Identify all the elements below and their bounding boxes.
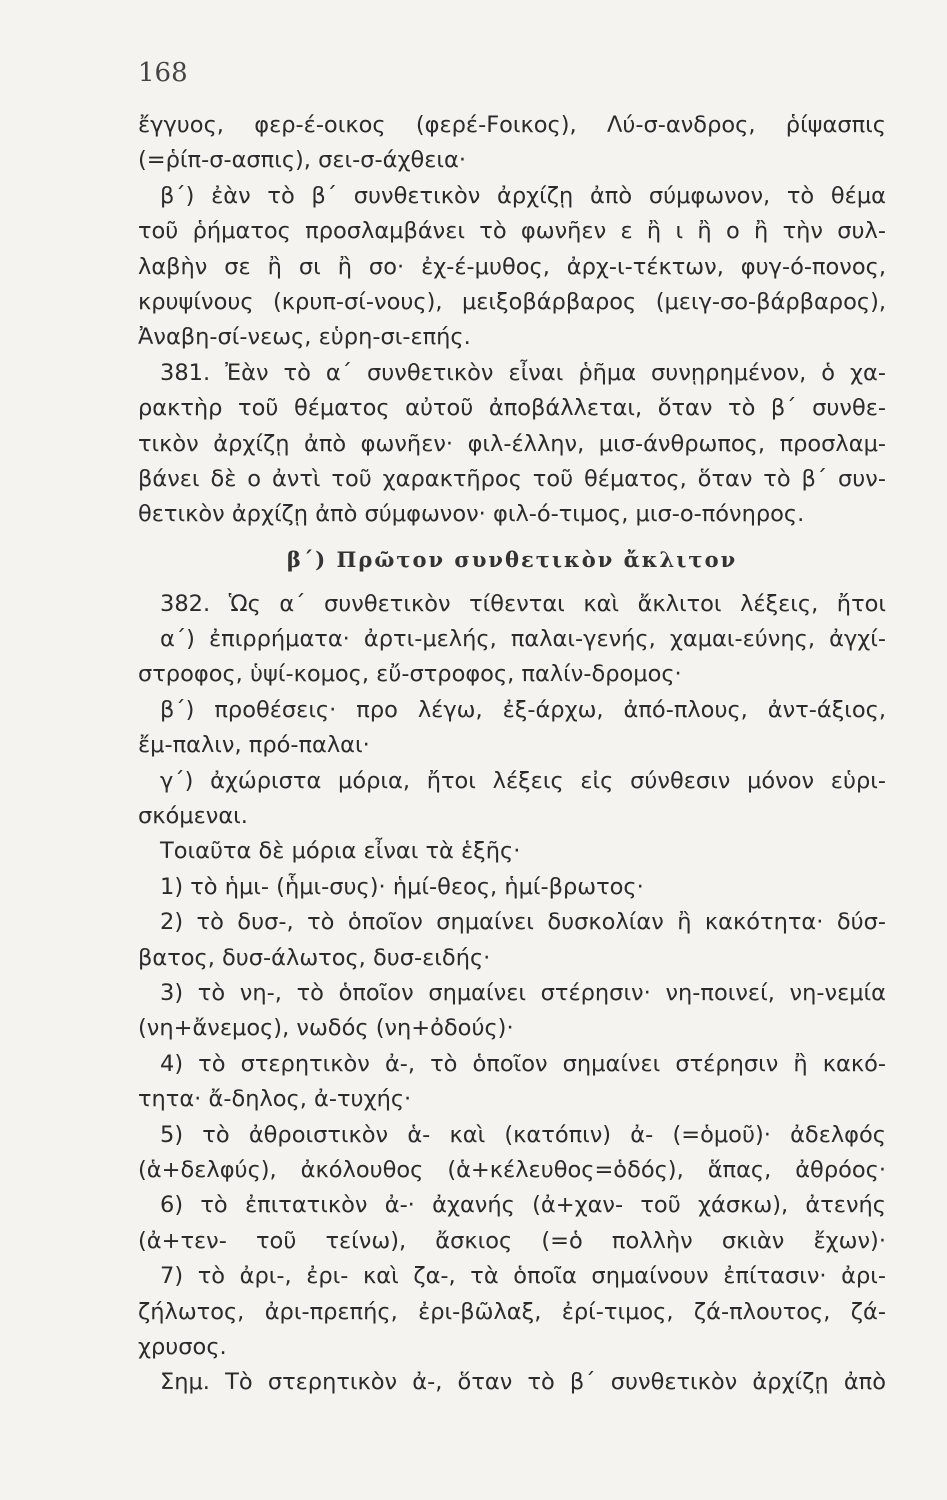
body-text <box>138 108 886 1401</box>
text-line: σκόμεναι. <box>138 803 248 830</box>
text-line: 4) τὸ στερητικὸν ἀ-, τὸ ὁποῖον σημαίνει στέρησιν ἢ κακό- <box>160 1050 886 1077</box>
text-line: 3) τὸ νη-, τὸ ὁποῖον σημαίνει στέρησιν· νη-ποινεί, νη-νεμία <box>160 979 886 1006</box>
text-line: ἔγγυος, φερ-έ-οικος (φερέ-Fοικος), Λύ-σ-ανδρος, ῥίψασπις <box>138 112 886 138</box>
text-line: β΄) ἐὰν τὸ β΄ συνθετικὸν ἀρχίζῃ ἀπὸ σύμφωνον, τὸ θέμα <box>160 182 886 209</box>
text-line: στροφος, ὑψί-κομος, εὔ-στροφος, παλίν-δρομος· <box>138 661 682 688</box>
text-line: (=ῥίπ-σ-ασπις), σει-σ-άχθεια· <box>138 147 466 174</box>
text-line: 6) τὸ ἐπιτατικὸν ἀ-· ἀχανής (ἀ+χαν- τοῦ χάσκω), ἀτενής <box>160 1192 886 1219</box>
text-line: (ἀ+τεν- τοῦ τείνω), ἄσκιος (=ὁ πολλὴν σκιὰν ἔχων)· <box>138 1227 886 1254</box>
text-line: βάνει δὲ ο ἀντὶ τοῦ χαρακτῆρος τοῦ θέματος, ὅταν τὸ β΄ συν- <box>138 465 886 492</box>
text-line: τητα· ἄ-δηλος, ἀ-τυχής· <box>138 1086 412 1113</box>
text-line: α΄) ἐπιρρήματα· ἀρτι-μελής, παλαι-γενής, χαμαι-εύνης, ἀγχί- <box>160 626 886 653</box>
text-line: β΄) προθέσεις· προ λέγω, ἐξ-άρχω, ἀπό-πλους, ἀντ-άξιος, <box>160 696 886 723</box>
text-line: γ΄) ἀχώριστα μόρια, ἤτοι λέξεις εἰς σύνθεσιν μόνον εὑρι- <box>160 767 886 794</box>
page-number: 168 <box>138 58 188 88</box>
text-line: (νη+ἄνεμος), νωδός (νη+ὀδούς)· <box>138 1015 514 1042</box>
text-line: 7) τὸ ἀρι-, ἐρι- καὶ ζα-, τὰ ὁποῖα σημαίνουν ἐπίτασιν· ἀρι- <box>160 1263 886 1290</box>
text-line: 5) τὸ ἀθροιστικὸν ἁ- καὶ (κατόπιν) ἀ- (=ὁμοῦ)· ἀδελφός <box>160 1121 886 1148</box>
text-line: ζήλωτος, ἀρι-πρεπής, ἐρι-βῶλαξ, ἐρί-τιμος, ζά-πλουτος, ζά- <box>138 1298 886 1325</box>
text-line: Ἀναβη-σί-νεως, εὑρη-σι-επής. <box>138 324 471 351</box>
text-line: Τοιαῦτα δὲ μόρια εἶναι τὰ ἑξῆς· <box>160 838 521 865</box>
text-line: κρυψίνους (κρυπ-σί-νους), μειξοβάρβαρος (μειγ-σο-βάρβαρος), <box>138 288 886 315</box>
text-line: τικὸν ἀρχίζῃ ἀπὸ φωνῆεν· φιλ-έλλην, μισ-άνθρωπος, προσλαμ- <box>138 430 886 457</box>
text-line: τοῦ ῥήματος προσλαμβάνει τὸ φωνῆεν ε ἢ ι ἢ ο ἢ τὴν συλ- <box>138 218 886 245</box>
text-line: (ἁ+δελφύς), ἀκόλουθος (ἁ+κέλευθος=ὁδός), ἅπας, ἀθρόος· <box>138 1156 886 1183</box>
section-heading: β΄) Πρῶτον συνθετικὸν ἄκλιτον <box>286 546 738 572</box>
text-line: χρυσος. <box>138 1333 227 1360</box>
text-line: ρακτὴρ τοῦ θέματος αὐτοῦ ἀποβάλλεται, ὅταν τὸ β΄ συνθε- <box>138 395 886 422</box>
text-line: Σημ. Τὸ στερητικὸν ἀ-, ὅταν τὸ β΄ συνθετικὸν ἀρχίζῃ ἀπὸ <box>160 1369 886 1396</box>
text-line: βατος, δυσ-άλωτος, δυσ-ειδής· <box>138 944 491 971</box>
text-line: 382. Ὡς α΄ συνθετικὸν τίθενται καὶ ἄκλιτοι λέξεις, ἤτοι <box>160 590 886 617</box>
text-line: 2) τὸ δυσ-, τὸ ὁποῖον σημαίνει δυσκολίαν ἢ κακότητα· δύσ- <box>160 909 886 936</box>
text-line: ἔμ-παλιν, πρό-παλαι· <box>138 732 370 759</box>
text-line: θετικὸν ἀρχίζῃ ἀπὸ σύμφωνον· φιλ-ό-τιμος, μισ-ο-πόνηρος. <box>138 501 805 528</box>
text-line: 1) τὸ ἡμι- (ἧμι-συς)· ἡμί-θεος, ἡμί-βρωτος· <box>160 873 644 900</box>
text-line: 381. Ἐὰν τὸ α΄ συνθετικὸν εἶναι ῥῆμα συνῃρημένον, ὁ χα- <box>160 359 886 386</box>
text-line: λαβὴν σε ἢ σι ἢ σο· ἐχ-έ-μυθος, ἀρχ-ι-τέκτων, φυγ-ό-πονος, <box>138 253 886 280</box>
